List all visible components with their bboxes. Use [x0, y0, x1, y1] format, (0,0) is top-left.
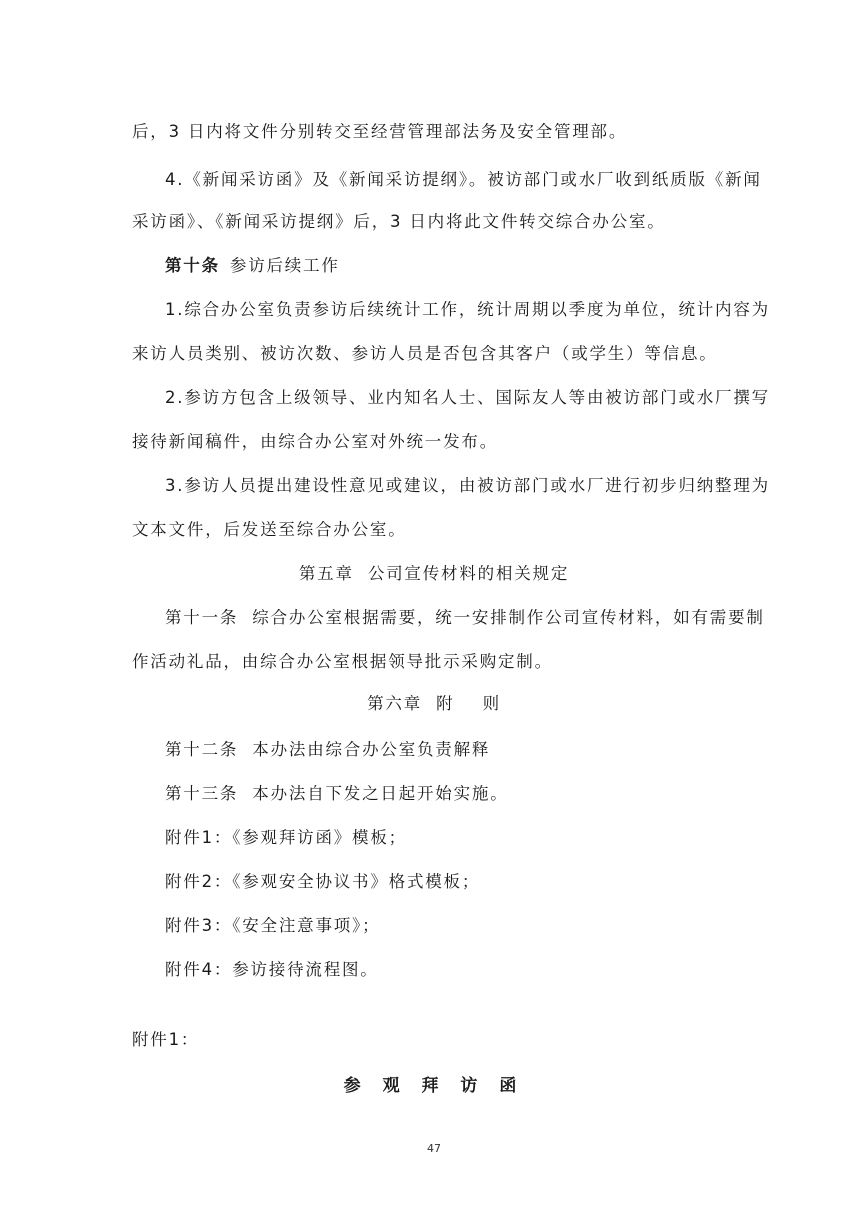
- paragraph-line: 文本文件，后发送至综合办公室。: [132, 520, 407, 539]
- paragraph-line: 第十二条 本办法由综合办公室负责解释: [165, 740, 491, 759]
- article-ten-heading-line: [165, 254, 745, 278]
- attachment-list-item: 附件1：《参观拜访函》模板；: [165, 828, 407, 847]
- attachment-list-item: 附件2：《参观安全协议书》格式模板；: [165, 872, 481, 891]
- attachment-label: 附件1：: [132, 1030, 200, 1049]
- chapter-five-heading: 第五章 公司宣传材料的相关规定: [298, 564, 570, 583]
- paragraph-line: 第十三条 本办法自下发之日起开始实施。: [165, 784, 509, 803]
- paragraph-line: 来访人员类别、被访次数、参访人员是否包含其客户（或学生）等信息。: [132, 344, 718, 363]
- paragraph-line: 2.参访方包含上级领导、业内知名人士、国际友人等由被访部门或水厂撰写: [165, 388, 770, 407]
- paragraph-line: 接待新闻稿件，由综合办公室对外统一发布。: [132, 432, 498, 451]
- doc-title: 参 观 拜 访 函: [343, 1076, 525, 1096]
- paragraph-line: 后，3 日内将文件分别转交至经营管理部法务及安全管理部。: [132, 122, 628, 141]
- article-ten-title: 参访后续工作: [229, 256, 340, 275]
- page-number: 47: [427, 1142, 441, 1155]
- paragraph-line: 4.《新闻采访函》及《新闻采访提纲》。被访部门或水厂收到纸质版《新闻: [165, 170, 762, 189]
- paragraph-line: 作活动礼品，由综合办公室根据领导批示采购定制。: [132, 652, 553, 671]
- paragraph-line: 采访函》、《新闻采访提纲》后，3 日内将此文件转交综合办公室。: [132, 212, 666, 231]
- paragraph-line: 3.参访人员提出建设性意见或建议，由被访部门或水厂进行初步归纳整理为: [165, 476, 770, 495]
- attachment-list-item: 附件3：《安全注意事项》；: [165, 916, 381, 935]
- chapter-six-heading: 第六章 附 则: [367, 694, 501, 713]
- paragraph-line: 1.综合办公室负责参访后续统计工作，统计周期以季度为单位，统计内容为: [165, 300, 770, 319]
- article-ten-number: 第十条: [165, 256, 220, 275]
- attachment-list-item: 附件4：参访接待流程图。: [165, 960, 379, 979]
- paragraph-line: 第十一条 综合办公室根据需要，统一安排制作公司宣传材料，如有需要制: [165, 608, 765, 627]
